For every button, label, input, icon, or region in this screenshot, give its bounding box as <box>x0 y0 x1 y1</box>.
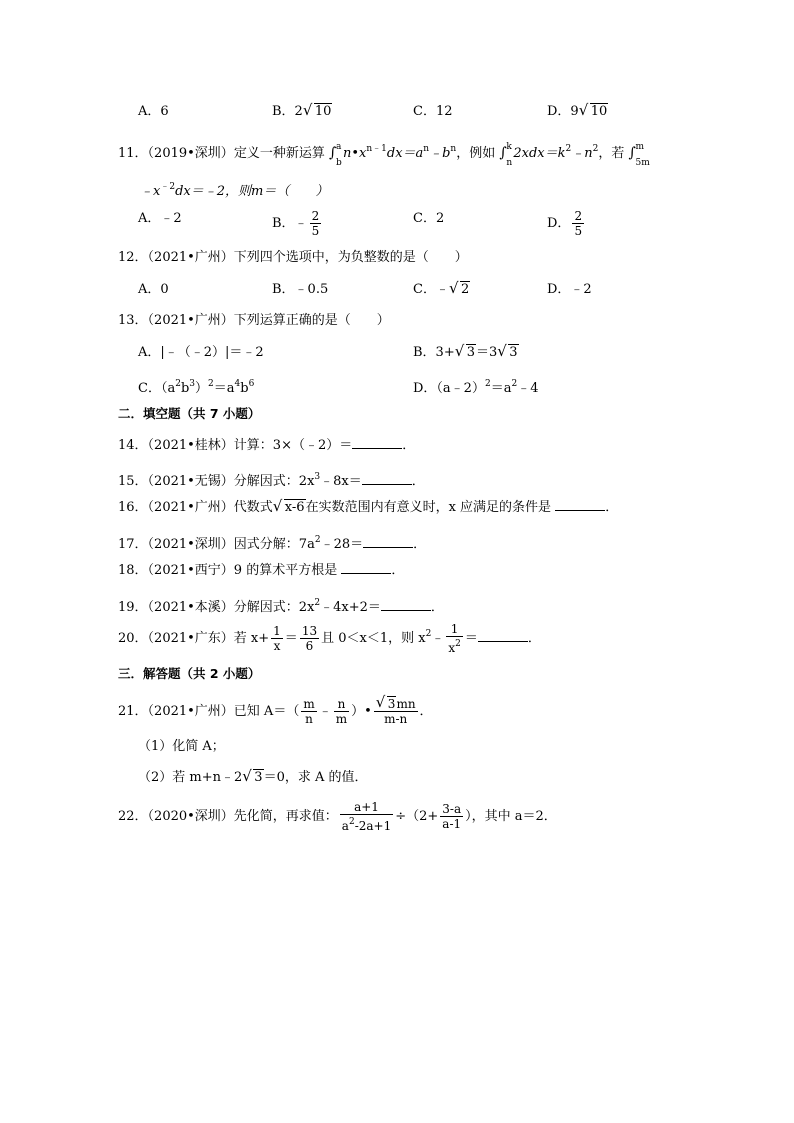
q20-stem: 20．（2021•广东）若 x+ $\frac{1}{x}$ ＝ $\frac{13}{6}$ 且 0＜x＜1，则 $x^2﹣$ $\frac{1}{x^2}$ ＝ ． <box>118 622 541 655</box>
answer-blank <box>341 561 391 574</box>
q10-option-c: C．12 <box>413 104 453 119</box>
q15-stem: 15．（2021•无锡）分解因式：$2x^3﹣8x=$ ． <box>118 472 425 489</box>
q21-part-1: （1）化简 A； <box>138 739 225 754</box>
q17-stem: 17．（2021•深圳）因式分解：$7a^2﹣28=$ ． <box>118 535 427 552</box>
integral-symbol: ∫ a b <box>328 142 342 168</box>
q12-option-d: D．﹣2 <box>547 282 592 297</box>
answer-blank <box>362 472 412 485</box>
q22-stem: 22．（2020•深圳）先化简，再求值： $\frac{a+1}{a^2-2a+1}$ ÷（2+ $\frac{3-a}{a-1}$ ），其中 a＝2． <box>118 800 557 833</box>
q13-option-a: A．|﹣（﹣2）|＝﹣2 <box>138 345 264 360</box>
answer-blank <box>555 498 605 511</box>
answer-blank <box>363 535 413 548</box>
q10-option-b: B．2√ 10 <box>272 102 332 122</box>
q10-option-d: D．9√ 10 <box>547 102 608 122</box>
q13-stem: 13．（2021•广州）下列运算正确的是（ ） <box>118 313 390 328</box>
q18-stem: 18．（2021•西宁）9 的算术平方根是 ． <box>118 563 405 578</box>
section-fill-in-heading: 二．填空题（共 7 小题） <box>118 406 261 421</box>
answer-blank <box>381 598 431 611</box>
q12-stem: 12．（2021•广州）下列四个选项中，为负整数的是（ ） <box>118 250 468 265</box>
q13-option-b: B．3+√ 3＝3√ 3 <box>413 343 519 363</box>
q21-stem: 21．（2021•广州）已知 A＝（ $\frac{m}{n}$ ﹣ $\frac{n}{m}$ ）• √ $\frac{3mn}{m-n}$ ． <box>118 697 674 726</box>
q10-option-a: A．6 <box>138 104 169 119</box>
answer-blank <box>352 436 402 449</box>
q16-stem: 16．（2021•广州）代数式√ x-6在实数范围内有意义时，x 应满足的条件是 ． <box>118 498 674 518</box>
q11-stem: 11．（2019•深圳）定义一种新运算 ∫ a b $n•x^{n﹣1}dx=a^n﹣b^n$，例如 ∫ k n $2xdx=k^2﹣n^2$，若 ∫ m 5m <box>118 142 650 168</box>
q13-option-d: D．$(a﹣2)^2=a^2﹣4$ <box>413 379 539 396</box>
q11-option-b: B．﹣ $\frac{2}{5}$ <box>272 209 320 238</box>
integral-symbol: ∫ m 5m <box>628 142 650 168</box>
q11-option-d: D． $\frac{2}{5}$ <box>547 209 583 238</box>
q21-part-2: （2）若 m+n﹣2√ 3＝0，求 A 的值． <box>138 768 674 788</box>
q14-stem: 14．（2021•桂林）计算：3×（﹣2）＝ ． <box>118 438 416 453</box>
q12-option-b: B．﹣0.5 <box>272 282 329 297</box>
q13-option-c: C．$(a^2b^3)^2=a^4b^6$ <box>138 379 255 396</box>
q12-option-c: C．﹣√ 2 <box>413 280 470 300</box>
answer-blank <box>478 629 528 642</box>
section-answer-heading: 三．解答题（共 2 小题） <box>118 666 261 681</box>
integral-symbol: ∫ k n <box>499 142 513 168</box>
q19-stem: 19．（2021•本溪）分解因式：$2x^2﹣4x+2=$ ． <box>118 598 444 615</box>
q11-option-c: C．2 <box>413 211 445 226</box>
q11-stem-cont: $﹣x^{﹣2}dx=﹣2$，则m＝（ ） <box>140 182 329 199</box>
q11-option-a: A．﹣2 <box>138 211 182 226</box>
q12-option-a: A．0 <box>138 282 169 297</box>
